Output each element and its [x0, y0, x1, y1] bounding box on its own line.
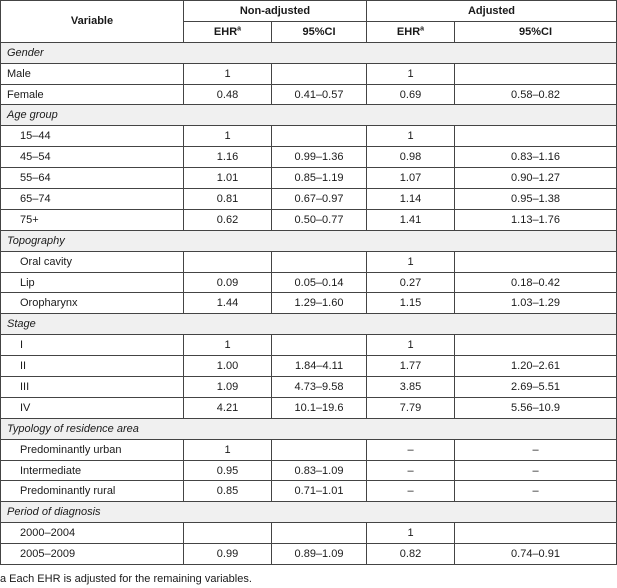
- row-label: Oropharynx: [1, 293, 184, 314]
- table-row: [1, 397, 617, 418]
- ehr-cell: 0.85: [184, 481, 272, 502]
- row-label: III: [1, 377, 184, 398]
- section-title: Typology of residence area: [1, 418, 617, 439]
- adjusted-ci-cell: 0.90–1.27: [455, 168, 617, 189]
- ci-cell: 0.50–0.77: [272, 209, 367, 230]
- row-label: 45–54: [1, 147, 184, 168]
- table-row: [1, 293, 617, 314]
- ehr-cell: 0.81: [184, 189, 272, 210]
- row-label: Intermediate: [1, 460, 184, 481]
- row-label: 55–64: [1, 168, 184, 189]
- table-row: [1, 335, 617, 356]
- adjusted-ci-cell: 1.03–1.29: [455, 293, 617, 314]
- table-row: [1, 460, 617, 481]
- ci-cell: 1.29–1.60: [272, 293, 367, 314]
- ehr-cell: 0.48: [184, 84, 272, 105]
- ci-cell: [272, 251, 367, 272]
- section-row: [1, 230, 617, 251]
- non-adjusted-header: Non-adjusted: [184, 1, 367, 22]
- adjusted-ehr-header: EHR$^a$: [367, 21, 455, 42]
- table-row: [1, 356, 617, 377]
- row-label: Female: [1, 84, 184, 105]
- adjusted-ci-cell: 2.69–5.51: [455, 377, 617, 398]
- ehr-cell: 0.62: [184, 209, 272, 230]
- adjusted-ci-cell: [455, 63, 617, 84]
- table-row: [1, 84, 617, 105]
- table-row: [1, 147, 617, 168]
- adjusted-ci-cell: 0.83–1.16: [455, 147, 617, 168]
- adjusted-ehr-cell: 0.27: [367, 272, 455, 293]
- section-title: Age group: [1, 105, 617, 126]
- ehr-cell: 1.09: [184, 377, 272, 398]
- ci-cell: [272, 335, 367, 356]
- row-label: Lip: [1, 272, 184, 293]
- adjusted-ehr-cell: 0.82: [367, 544, 455, 565]
- table-row: [1, 251, 617, 272]
- adjusted-ci-cell: 1.20–2.61: [455, 356, 617, 377]
- row-label: 15–44: [1, 126, 184, 147]
- table-row: [1, 189, 617, 210]
- ci-header: 95%CI: [272, 21, 367, 42]
- ci-cell: 10.1–19.6: [272, 397, 367, 418]
- ehr-cell: [184, 523, 272, 544]
- ehr-cell: 0.99: [184, 544, 272, 565]
- adjusted-ci-cell: –: [455, 439, 617, 460]
- row-label: IV: [1, 397, 184, 418]
- table-row: [1, 63, 617, 84]
- section-row: [1, 418, 617, 439]
- row-label: Male: [1, 63, 184, 84]
- ci-cell: [272, 523, 367, 544]
- adjusted-ci-cell: 1.13–1.76: [455, 209, 617, 230]
- adjusted-ci-header: 95%CI: [455, 21, 617, 42]
- adjusted-ci-cell: [455, 523, 617, 544]
- section-row: [1, 502, 617, 523]
- table-row: [1, 544, 617, 565]
- row-label: I: [1, 335, 184, 356]
- row-label: Oral cavity: [1, 251, 184, 272]
- table-row: [1, 481, 617, 502]
- ehr-cell: 1: [184, 63, 272, 84]
- adjusted-ehr-cell: 1.07: [367, 168, 455, 189]
- section-row: [1, 314, 617, 335]
- adjusted-ehr-cell: 0.98: [367, 147, 455, 168]
- header-row-top: [1, 1, 617, 22]
- table-row: [1, 168, 617, 189]
- section-title: Gender: [1, 42, 617, 63]
- adjusted-ci-cell: [455, 251, 617, 272]
- adjusted-ehr-cell: 1: [367, 335, 455, 356]
- section-row: [1, 42, 617, 63]
- ehr-cell: 1.01: [184, 168, 272, 189]
- ehr-cell: [184, 251, 272, 272]
- adjusted-ehr-cell: 3.85: [367, 377, 455, 398]
- adjusted-ehr-cell: 1: [367, 523, 455, 544]
- table-row: [1, 272, 617, 293]
- adjusted-ehr-cell: –: [367, 439, 455, 460]
- ci-cell: 0.67–0.97: [272, 189, 367, 210]
- ehr-cell: 1: [184, 439, 272, 460]
- ci-cell: 0.85–1.19: [272, 168, 367, 189]
- ehr-cell: 1: [184, 335, 272, 356]
- adjusted-ehr-cell: 1: [367, 63, 455, 84]
- adjusted-ci-cell: [455, 335, 617, 356]
- adjusted-ci-cell: 5.56–10.9: [455, 397, 617, 418]
- row-label: 2000–2004: [1, 523, 184, 544]
- adjusted-ehr-cell: 1.77: [367, 356, 455, 377]
- variable-header: Variable: [1, 1, 184, 43]
- adjusted-ehr-cell: –: [367, 460, 455, 481]
- section-row: [1, 105, 617, 126]
- row-label: 65–74: [1, 189, 184, 210]
- ci-cell: [272, 439, 367, 460]
- ehr-cell: 1: [184, 126, 272, 147]
- adjusted-ehr-cell: 1: [367, 126, 455, 147]
- ehr-header: EHR$^a$: [184, 21, 272, 42]
- adjusted-ci-cell: 0.18–0.42: [455, 272, 617, 293]
- row-label: Predominantly urban: [1, 439, 184, 460]
- section-title: Stage: [1, 314, 617, 335]
- ehr-cell: 0.95: [184, 460, 272, 481]
- adjusted-ci-cell: 0.58–0.82: [455, 84, 617, 105]
- adjusted-ci-cell: –: [455, 481, 617, 502]
- ci-cell: [272, 63, 367, 84]
- adjusted-ehr-cell: 1.15: [367, 293, 455, 314]
- ehr-cell: 1.16: [184, 147, 272, 168]
- ci-cell: 0.99–1.36: [272, 147, 367, 168]
- section-title: Period of diagnosis: [1, 502, 617, 523]
- adjusted-ci-cell: –: [455, 460, 617, 481]
- adjusted-ehr-cell: 7.79: [367, 397, 455, 418]
- adjusted-header: Adjusted: [367, 1, 617, 22]
- adjusted-ehr-cell: 1: [367, 251, 455, 272]
- ehr-cell: 1.44: [184, 293, 272, 314]
- row-label: Predominantly rural: [1, 481, 184, 502]
- adjusted-ehr-cell: 0.69: [367, 84, 455, 105]
- section-title: Topography: [1, 230, 617, 251]
- table-row: [1, 209, 617, 230]
- table-row: [1, 126, 617, 147]
- table-body: [1, 42, 617, 564]
- ehr-cell: 0.09: [184, 272, 272, 293]
- row-label: 2005–2009: [1, 544, 184, 565]
- row-label: II: [1, 356, 184, 377]
- adjusted-ci-cell: 0.95–1.38: [455, 189, 617, 210]
- ci-cell: [272, 126, 367, 147]
- ci-cell: 0.89–1.09: [272, 544, 367, 565]
- ci-cell: 1.84–4.11: [272, 356, 367, 377]
- ehr-cell: 1.00: [184, 356, 272, 377]
- ehr-cell: 4.21: [184, 397, 272, 418]
- adjusted-ci-cell: 0.74–0.91: [455, 544, 617, 565]
- table-row: [1, 523, 617, 544]
- ci-cell: 0.41–0.57: [272, 84, 367, 105]
- adjusted-ehr-cell: –: [367, 481, 455, 502]
- adjusted-ehr-cell: 1.41: [367, 209, 455, 230]
- adjusted-ci-cell: [455, 126, 617, 147]
- adjusted-ehr-cell: 1.14: [367, 189, 455, 210]
- ci-cell: 0.83–1.09: [272, 460, 367, 481]
- table-row: [1, 377, 617, 398]
- table-footnote: a Each EHR is adjusted for the remaining variables.: [0, 573, 252, 585]
- ci-cell: 0.71–1.01: [272, 481, 367, 502]
- ci-cell: 4.73–9.58: [272, 377, 367, 398]
- row-label: 75+: [1, 209, 184, 230]
- table-row: [1, 439, 617, 460]
- ci-cell: 0.05–0.14: [272, 272, 367, 293]
